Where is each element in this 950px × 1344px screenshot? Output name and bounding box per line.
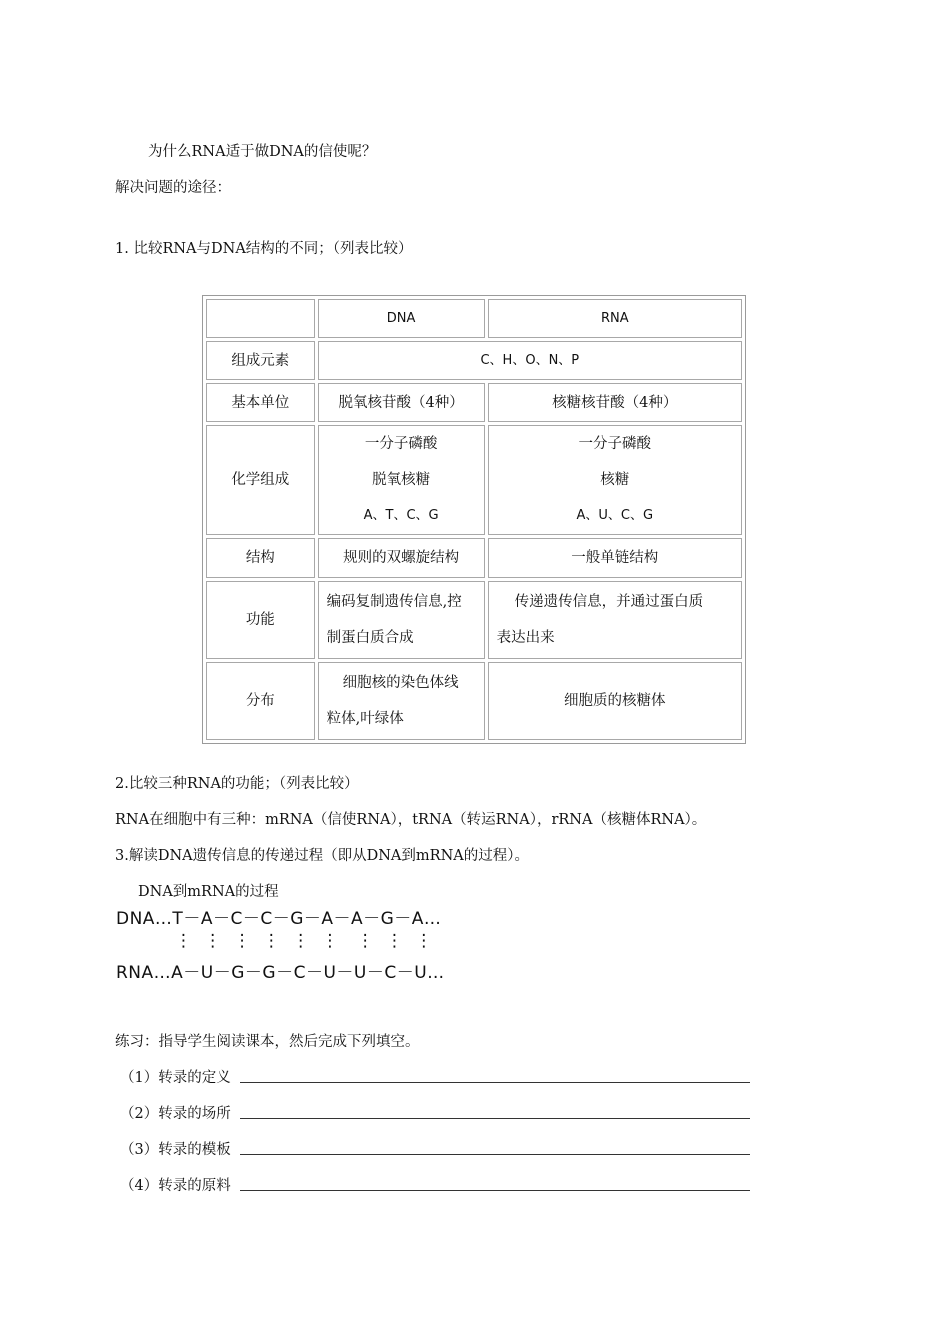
function-rna-line-2: 表达出来	[496, 629, 555, 646]
chem-dna-sugar: 脱氧核糖	[372, 472, 431, 489]
fill-blank-2[interactable]	[240, 1118, 750, 1119]
step-3-heading: 3.解读DNA遗传信息的传递过程（即从DNA到mRNA的过程）。	[115, 848, 529, 864]
rna-sequence: RNA…A－U－G－G－C－U－U－C－U…	[116, 963, 445, 983]
fill-blank-4[interactable]	[240, 1190, 750, 1191]
function-dna-line-2: 制蛋白质合成	[326, 629, 414, 646]
structure-dna: 规则的双螺旋结构	[318, 538, 485, 577]
figure-caption: DNA到mRNA的过程	[138, 884, 279, 900]
table-row-distribution	[206, 662, 742, 740]
structure-rna: 一般单链结构	[488, 538, 742, 577]
table-row-composition	[206, 341, 742, 380]
exercise-item-1: （1）转录的定义	[120, 1070, 231, 1086]
chem-rna-cell	[488, 425, 742, 535]
function-rna-line-1: 传递遗传信息，并通过蛋白质	[514, 593, 704, 610]
row-label-unit: 基本单位	[206, 383, 315, 422]
dna-rna-comparison-table	[202, 295, 746, 744]
unit-rna: 核糖核苷酸（4种）	[488, 383, 742, 422]
function-rna-cell	[488, 581, 742, 659]
question-text: 为什么RNA适于做DNA的信使呢？	[148, 144, 377, 160]
distribution-rna: 细胞质的核糖体	[488, 662, 742, 740]
unit-dna: 脱氧核苷酸（4种）	[318, 383, 485, 422]
distribution-dna-line-2: 粒体,叶绿体	[326, 710, 404, 727]
exercise-item-2: （2）转录的场所	[120, 1106, 231, 1122]
exercise-item-4: （4）转录的原料	[120, 1178, 231, 1194]
row-label-composition: 组成元素	[206, 341, 315, 380]
table-header-dna: DNA	[318, 299, 485, 338]
fill-blank-3[interactable]	[240, 1154, 750, 1155]
composition-value: C、H、O、N、P	[318, 341, 742, 380]
chem-dna-bases: A、T、C、G	[363, 508, 439, 524]
exercise-intro: 练习：指导学生阅读课本，然后完成下列填空。	[115, 1034, 420, 1050]
function-dna-cell	[318, 581, 485, 659]
table-header-empty	[206, 299, 315, 338]
step-1-heading: 1. 比较RNA与DNA结构的不同；（列表比较）	[115, 241, 413, 257]
row-label-distribution: 分布	[206, 662, 315, 740]
row-label-function: 功能	[206, 581, 315, 659]
step-2-detail: RNA在细胞中有三种：mRNA（信使RNA），tRNA（转运RNA），rRNA（核糖体RNA）。	[115, 812, 707, 828]
table-header-row	[206, 299, 742, 338]
chem-dna-cell	[318, 425, 485, 535]
distribution-dna-cell	[318, 662, 485, 740]
dna-sequence: DNA…T－A－C－C－G－A－A－G－A…	[116, 909, 442, 929]
table-row-chemical	[206, 425, 742, 535]
distribution-dna-line-1: 细胞核的染色体线	[342, 674, 459, 691]
base-pair-dots: ⋮ ⋮ ⋮ ⋮ ⋮ ⋮ ⋮ ⋮ ⋮	[175, 931, 433, 951]
step-2-heading: 2.比较三种RNA的功能；（列表比较）	[115, 776, 359, 792]
table-row-structure	[206, 538, 742, 577]
table-header-rna: RNA	[488, 299, 742, 338]
exercise-item-3: （3）转录的模板	[120, 1142, 231, 1158]
table-row-function	[206, 581, 742, 659]
row-label-chemical: 化学组成	[206, 425, 315, 535]
fill-blank-1[interactable]	[240, 1082, 750, 1083]
function-dna-line-1: 编码复制遗传信息,控	[326, 593, 462, 610]
chem-rna-phosphate: 一分子磷酸	[578, 436, 652, 453]
row-label-structure: 结构	[206, 538, 315, 577]
chem-rna-bases: A、U、C、G	[576, 508, 654, 524]
chem-rna-sugar: 核糖	[600, 472, 630, 489]
approach-label: 解决问题的途径：	[115, 180, 231, 196]
chem-dna-phosphate: 一分子磷酸	[364, 436, 438, 453]
table-row-unit	[206, 383, 742, 422]
